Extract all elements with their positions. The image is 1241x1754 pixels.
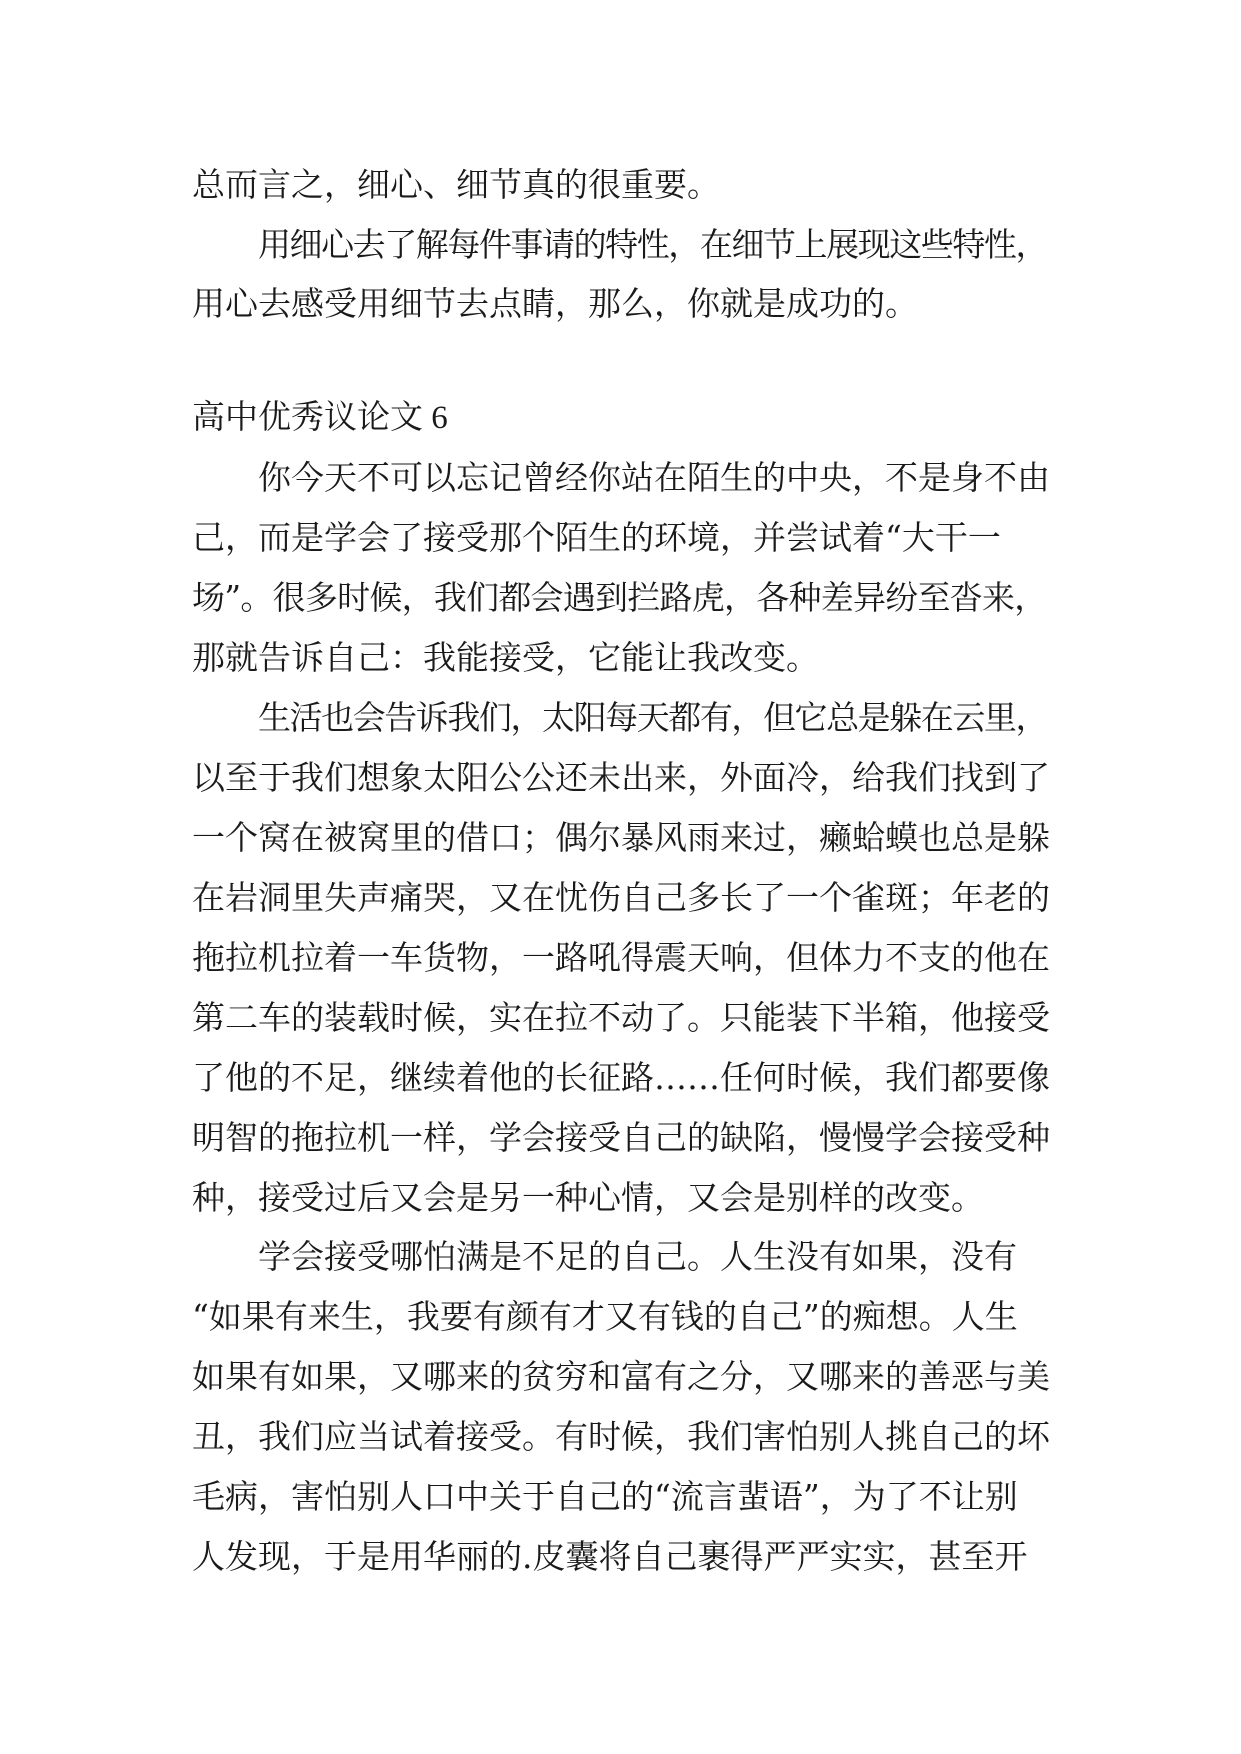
paragraph-first-line: 生活也会告诉我们，太阳每天都有，但它总是躲在云里， xyxy=(258,698,1048,737)
text-line: 种，接受过后又会是另一种心情，又会是别样的改变。 xyxy=(192,1178,984,1217)
text-line: 那就告诉自己：我能接受，它能让我改变。 xyxy=(192,638,819,677)
section-heading: 高中优秀议论文 6 xyxy=(192,400,448,436)
text-line: 一个窝在被窝里的借口；偶尔暴风雨来过，癞蛤蟆也总是躲 xyxy=(192,818,1050,857)
text-line: 了他的不足，继续着他的长征路……任何时候，我们都要像 xyxy=(192,1058,1050,1097)
text-line: 己，而是学会了接受那个陌生的环境，并尝试着“大干一 xyxy=(192,518,1001,557)
text-line: 毛病，害怕别人口中关于自己的“流言蜚语”，为了不让别 xyxy=(192,1477,1018,1516)
paragraph-first-line: 你今天不可以忘记曾经你站在陌生的中央，不是身不由 xyxy=(258,458,1050,497)
text-line: 明智的拖拉机一样，学会接受自己的缺陷，慢慢学会接受种 xyxy=(192,1118,1050,1157)
text-line: 在岩洞里失声痛哭，又在忧伤自己多长了一个雀斑；年老的 xyxy=(192,878,1050,917)
text-line: 丑，我们应当试着接受。有时候，我们害怕别人挑自己的坏 xyxy=(192,1417,1050,1456)
text-line: 用心去感受用细节去点睛，那么，你就是成功的。 xyxy=(192,284,918,323)
text-line: 以至于我们想象太阳公公还未出来，外面冷，给我们找到了 xyxy=(192,758,1050,797)
text-line: 人发现，于是用华丽的.皮囊将自己裹得严严实实，甚至开 xyxy=(192,1537,1028,1576)
text-line: 总而言之，细心、细节真的很重要。 xyxy=(192,165,720,204)
paragraph-first-line: 学会接受哪怕满是不足的自己。人生没有如果，没有 xyxy=(258,1237,1017,1276)
paragraph-first-line: 用细心去了解每件事请的特性，在细节上展现这些特性， xyxy=(258,225,1048,264)
text-line: 场”。很多时候，我们都会遇到拦路虎，各种差异纷至沓来， xyxy=(192,578,1047,617)
text-line: 如果有如果，又哪来的贫穷和富有之分，又哪来的善恶与美 xyxy=(192,1357,1050,1396)
text-line: 第二车的装载时候，实在拉不动了。只能装下半箱，他接受 xyxy=(192,998,1050,1037)
text-line: 拖拉机拉着一车货物，一路吼得震天响，但体力不支的他在 xyxy=(192,938,1050,977)
text-line: “如果有来生，我要有颜有才又有钱的自己”的痴想。人生 xyxy=(192,1297,1018,1336)
